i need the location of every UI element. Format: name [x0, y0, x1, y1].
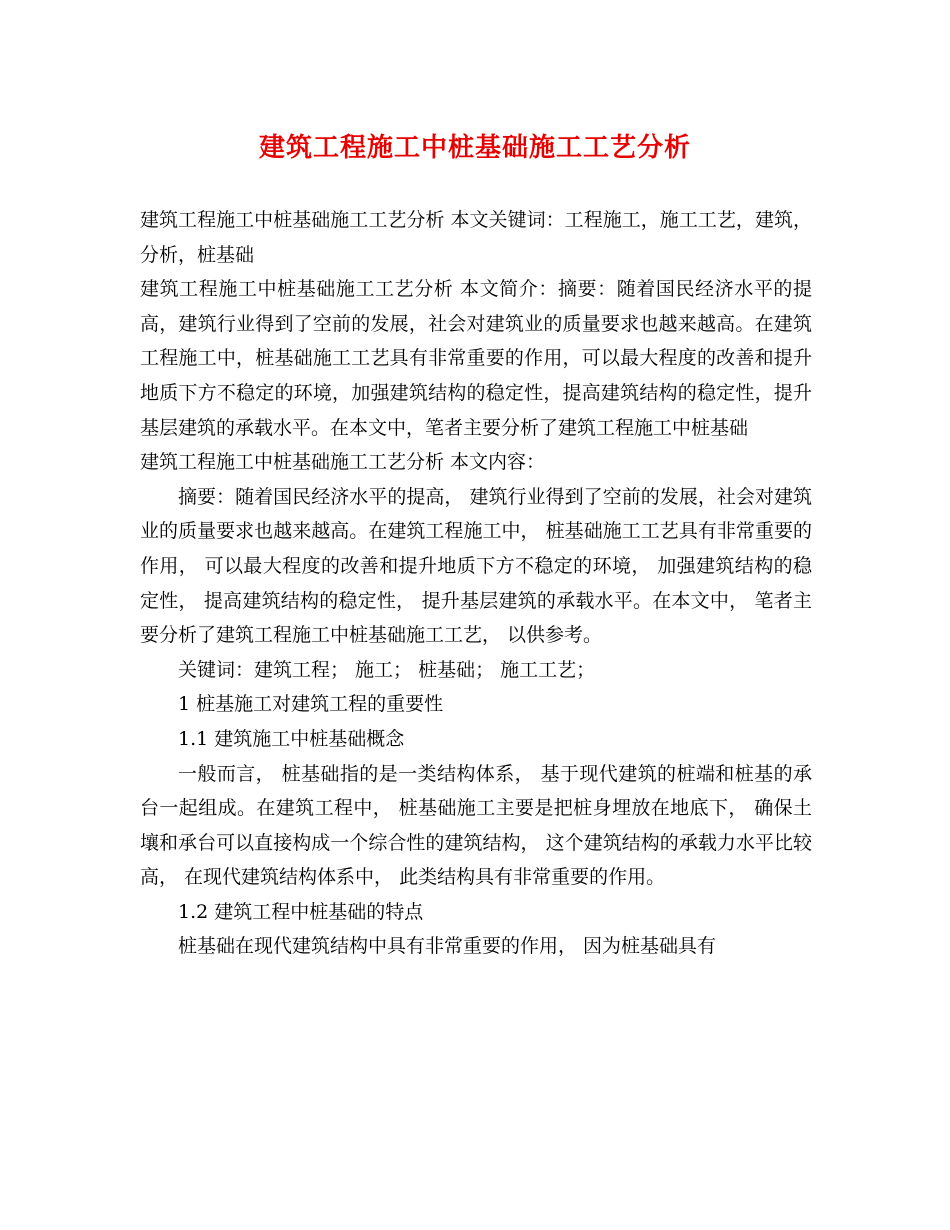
paragraph: 建筑工程施工中桩基础施工工艺分析 本文内容：: [140, 451, 546, 474]
subsection-heading: 1.2 建筑工程中桩基础的特点: [178, 900, 424, 923]
paragraph: 一般而言， 桩基础指的是一类结构体系， 基于现代建筑的桩端和桩基的承台一起组成。在建筑工程中， 桩基础施工主要是把桩身埋放在地底下， 确保土壤和承台可以直接构成一个综合性的建筑结构， 这个建筑结构的承载力水平比较高， 在现代建筑结构体系中， 此类结构具有非常重要的作用。: [140, 762, 812, 889]
paragraph: 建筑工程施工中桩基础施工工艺分析 本文关键词：工程施工，施工工艺，建筑，分析，桩基础: [140, 209, 812, 266]
subsection-heading: 1.1 建筑施工中桩基础概念: [178, 727, 405, 750]
abstract-paragraph: 摘要：随着国民经济水平的提高， 建筑行业得到了空前的发展，社会对建筑业的质量要求也越来越高。在建筑工程施工中， 桩基础施工工艺具有非常重要的作用， 可以最大程度的改善和提升地质下方不稳定的环境， 加强建筑结构的稳定性， 提高建筑结构的稳定性， 提升基层建筑的承载水平。在本文中， 笔者主要分析了建筑工程施工中桩基础施工工艺， 以供参考。: [140, 485, 812, 647]
document-body: [140, 203, 812, 964]
section-heading: 1 桩基施工对建筑工程的重要性: [178, 693, 444, 716]
paragraph: 桩基础在现代建筑结构中具有非常重要的作用， 因为桩基础具有: [178, 935, 717, 958]
document-title: 建筑工程施工中桩基础施工工艺分析: [258, 133, 691, 163]
keywords-paragraph: 关键词：建筑工程； 施工； 桩基础； 施工工艺；: [178, 658, 596, 681]
paragraph: 建筑工程施工中桩基础施工工艺分析 本文简介：摘要：随着国民经济水平的提高，建筑行业得到了空前的发展，社会对建筑业的质量要求也越来越高。在建筑工程施工中，桩基础施工工艺具有非常重要的作用，可以最大程度的改善和提升地质下方不稳定的环境，加强建筑结构的稳定性，提高建筑结构的稳定性，提升基层建筑的承载水平。在本文中，笔者主要分析了建筑工程施工中桩基础: [140, 278, 812, 439]
